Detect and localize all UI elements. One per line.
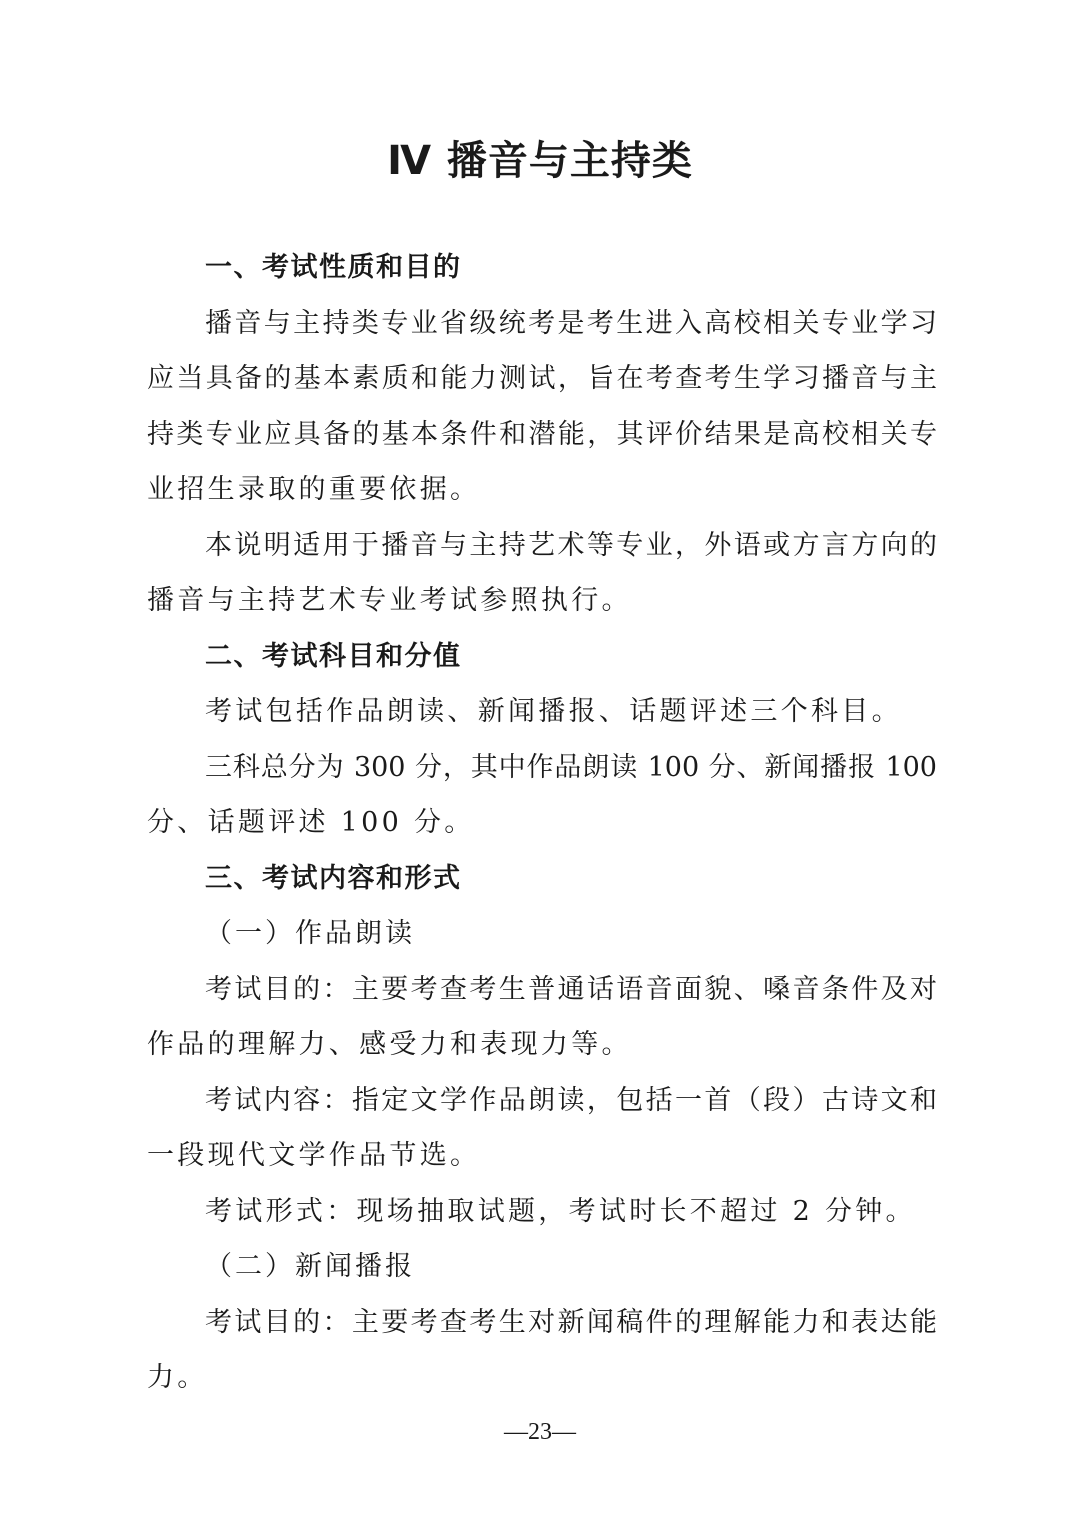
paragraph-line: 三科总分为 300 分，其中作品朗读 100 分、新闻播报 100 bbox=[205, 751, 937, 783]
subsection-heading: （一）作品朗读 bbox=[205, 918, 415, 949]
paragraph-line: 考试目的：主要考查考生普通话语音面貌、嗓音条件及对 bbox=[205, 973, 937, 1005]
paragraph-line: 业招生录取的重要依据。 bbox=[147, 474, 481, 505]
paragraph-line: 考试形式：现场抽取试题，考试时长不超过 2 分钟。 bbox=[205, 1195, 916, 1227]
document-body bbox=[147, 240, 937, 1406]
paragraph-line: 播音与主持类专业省级统考是考生进入高校相关专业学习 bbox=[205, 307, 937, 339]
subsection-heading: （二）新闻播报 bbox=[205, 1251, 415, 1282]
document-title: Ⅳ 播音与主持类 bbox=[387, 138, 693, 184]
paragraph-line: 播音与主持艺术专业考试参照执行。 bbox=[147, 585, 632, 616]
paragraph-line: 分、话题评述 100 分。 bbox=[147, 807, 475, 838]
paragraph-line: 考试内容：指定文学作品朗读，包括一首（段）古诗文和 bbox=[205, 1084, 937, 1116]
paragraph-line: 作品的理解力、感受力和表现力等。 bbox=[147, 1029, 632, 1060]
section-heading: 二、考试科目和分值 bbox=[205, 640, 462, 672]
paragraph-line: 考试目的：主要考查考生对新闻稿件的理解能力和表达能 bbox=[205, 1306, 937, 1338]
paragraph-line: 考试包括作品朗读、新闻播报、话题评述三个科目。 bbox=[205, 696, 902, 727]
paragraph-line: 本说明适用于播音与主持艺术等专业，外语或方言方向的 bbox=[205, 529, 937, 561]
paragraph-line: 应当具备的基本素质和能力测试，旨在考查考生学习播音与主 bbox=[147, 363, 937, 394]
page-number: —23— bbox=[504, 1419, 576, 1445]
section-heading: 一、考试性质和目的 bbox=[205, 252, 462, 283]
paragraph-line: 持类专业应具备的基本条件和潜能，其评价结果是高校相关专 bbox=[147, 418, 937, 450]
paragraph-line: 一段现代文学作品节选。 bbox=[147, 1140, 481, 1171]
section-heading: 三、考试内容和形式 bbox=[205, 862, 462, 894]
paragraph-line: 力。 bbox=[147, 1362, 208, 1393]
